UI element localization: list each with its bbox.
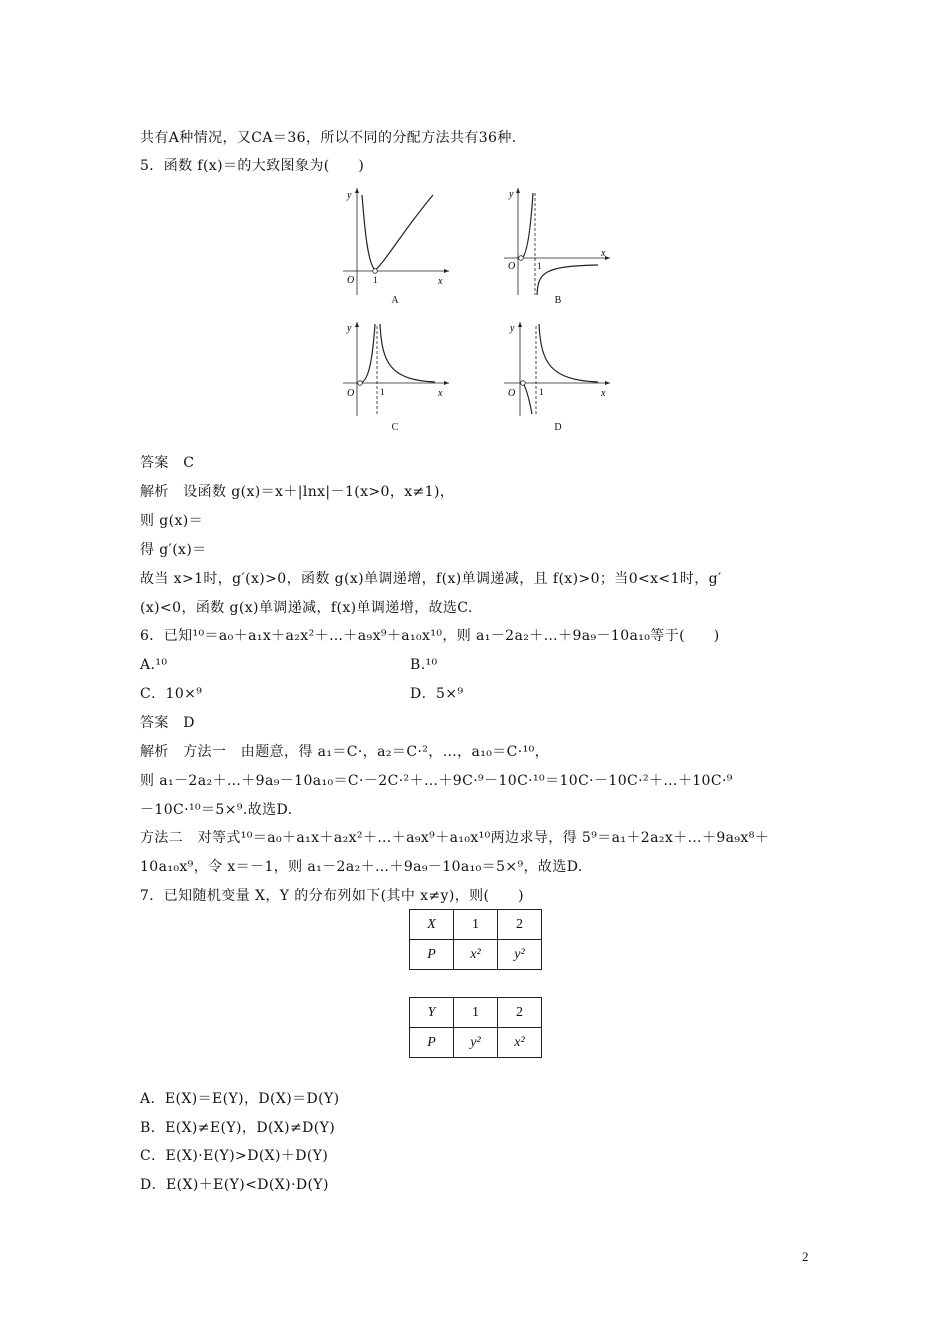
origin-label: O (347, 275, 355, 286)
origin-label: O (508, 388, 516, 399)
analysis-6-line-3: －10C·¹⁰＝5×⁹.故选D. (140, 802, 293, 818)
graph-c-label: C (391, 422, 399, 433)
table-cell: x² (454, 940, 498, 970)
graph-a-plot (335, 183, 455, 298)
table-cell: y² (454, 1028, 498, 1058)
curve-right (539, 324, 598, 382)
curve-left (523, 383, 532, 414)
table-cell: y² (498, 940, 542, 970)
x-axis-arrow (444, 269, 449, 273)
one-label: 1 (537, 261, 542, 271)
x-label: x (601, 248, 606, 259)
x-axis-arrow (605, 256, 610, 260)
y-label: y (347, 323, 352, 334)
analysis-5-line-5: (x)<0，函数 g(x)单调递减，f(x)单调递增，故选C. (140, 600, 473, 616)
table-cell: Y (410, 998, 454, 1028)
graph-d-label: D (554, 422, 562, 433)
table-cell: P (410, 1028, 454, 1058)
question-5: 5．函数 f(x)＝的大致图象为( ) (140, 158, 365, 174)
hollow-point (521, 381, 526, 386)
table-cell: X (410, 910, 454, 940)
graph-c (335, 318, 455, 448)
text-line-1: 共有A种情况，又CA＝36，所以不同的分配方法共有36种. (140, 130, 517, 146)
origin-label: O (508, 261, 516, 272)
analysis-5-line-4: 故当 x>1时，g′(x)>0，函数 g(x)单调递增，f(x)单调递减，且 f(x)>0；当0<x<1时，g′ (140, 571, 722, 587)
x-axis-arrow (605, 381, 610, 385)
curve (362, 195, 433, 270)
option-6c: C．10×⁹ (140, 686, 203, 702)
distribution-table-x (409, 909, 542, 970)
curve-left (522, 193, 533, 258)
option-7b: B．E(X)≠E(Y)，D(X)≠D(Y) (140, 1120, 336, 1136)
table-cell: 1 (454, 998, 498, 1028)
table-cell: 2 (498, 998, 542, 1028)
one-label: 1 (539, 387, 544, 397)
graph-b (498, 183, 618, 313)
y-label: y (510, 323, 515, 334)
hollow-point (373, 269, 378, 274)
table-cell: x² (498, 1028, 542, 1058)
analysis-6-line-4: 方法二 对等式¹⁰＝a₀＋a₁x＋a₂x²＋…＋a₉x⁹＋a₁₀x¹⁰两边求导，得 5⁹＝a₁＋2a₂x＋…＋9a₉x⁸＋ (140, 830, 770, 846)
analysis-6-line-1: 解析 方法一 由题意，得 a₁＝C·，a₂＝C·²，…，a₁₀＝C·¹⁰， (140, 744, 550, 760)
graph-c-plot (335, 318, 455, 418)
x-label: x (438, 388, 443, 399)
question-6: 6．已知¹⁰＝a₀＋a₁x＋a₂x²＋…＋a₉x⁹＋a₁₀x¹⁰，则 a₁－2a₂＋…＋9a₉－10a₁₀等于( ) (140, 628, 720, 644)
x-label: x (438, 276, 443, 287)
curve-right (537, 265, 598, 295)
one-label: 1 (380, 387, 385, 397)
question-7: 7．已知随机变量 X，Y 的分布列如下(其中 x≠y)，则( ) (140, 888, 525, 904)
page-number: 2 (802, 1249, 809, 1264)
table-row (410, 910, 542, 940)
option-6d: D．5×⁹ (410, 686, 464, 702)
table-row (410, 1028, 542, 1058)
answer-6: 答案 D (140, 715, 195, 731)
answer-5: 答案 C (140, 455, 195, 471)
y-axis-arrow (355, 188, 359, 193)
y-label: y (347, 190, 352, 201)
y-label: y (509, 189, 514, 200)
hollow-point (358, 381, 363, 386)
analysis-5-line-1: 解析 设函数 g(x)＝x＋|lnx|－1(x>0，x≠1)， (140, 484, 455, 500)
graph-a-label: A (391, 295, 399, 306)
origin-label: O (347, 388, 355, 399)
analysis-5-line-3: 得 g′(x)＝ (140, 542, 207, 558)
hollow-point (519, 256, 524, 261)
distribution-table-y (409, 997, 542, 1058)
option-6b: B.¹⁰ (410, 657, 438, 673)
x-axis-arrow (444, 381, 449, 385)
y-axis-arrow (355, 322, 359, 327)
analysis-5-line-2: 则 g(x)＝ (140, 513, 204, 529)
table-row (410, 940, 542, 970)
analysis-6-line-2: 则 a₁－2a₂＋…＋9a₉－10a₁₀＝C·－2C·²＋…＋9C·⁹－10C·¹⁰＝10C·－10C·²＋…＋10C·⁹ (140, 773, 733, 789)
table-cell: 1 (454, 910, 498, 940)
option-7c: C．E(X)·E(Y)>D(X)＋D(Y) (140, 1148, 329, 1164)
option-7d: D．E(X)＋E(Y)<D(X)·D(Y) (140, 1177, 329, 1193)
option-6a: A.¹⁰ (140, 657, 168, 673)
curve-right (380, 324, 435, 382)
analysis-6-line-5: 10a₁₀x⁹，令 x＝－1，则 a₁－2a₂＋…＋9a₉－10a₁₀＝5×⁹，故选D. (140, 859, 583, 875)
option-7a: A．E(X)＝E(Y)，D(X)＝D(Y) (140, 1091, 340, 1107)
y-axis-arrow (518, 322, 522, 327)
curve-left (360, 324, 375, 383)
x-label: x (601, 388, 606, 399)
graph-d (498, 318, 618, 448)
one-label: 1 (373, 275, 378, 285)
y-axis-arrow (516, 188, 520, 193)
graph-d-plot (498, 318, 618, 418)
table-cell: P (410, 940, 454, 970)
table-row (410, 998, 542, 1028)
table-cell: 2 (498, 910, 542, 940)
graph-a (335, 183, 455, 313)
graph-b-plot (498, 183, 618, 298)
graph-b-label: B (554, 295, 562, 306)
